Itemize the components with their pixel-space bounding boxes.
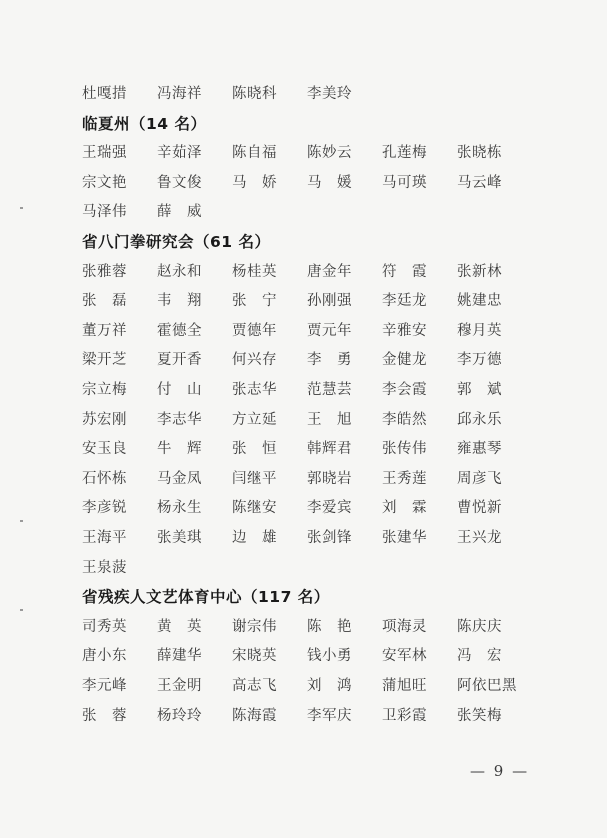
person-name: 李廷龙: [382, 293, 427, 310]
person-name: 孙刚强: [307, 293, 352, 310]
person-name: 曹悦新: [457, 500, 502, 517]
person-name: 石怀栋: [82, 470, 127, 487]
person-name: 唐小东: [82, 648, 127, 665]
person-name: 陈晓科: [232, 86, 277, 102]
person-name: 苏宏刚: [82, 411, 127, 428]
person-name: 冯海祥: [157, 86, 202, 102]
person-name: 范慧芸: [307, 382, 352, 398]
person-name: 穆月英: [457, 322, 502, 339]
person-name: 马金凤: [157, 470, 202, 487]
person-name: 赵永和: [157, 263, 202, 280]
person-name: 王秀莲: [382, 470, 427, 487]
person-name: 宗立梅: [82, 382, 127, 398]
person-name: 薛建华: [157, 648, 202, 665]
person-name: 陈妙云: [307, 145, 352, 162]
person-name: 张志华: [232, 382, 277, 398]
person-name: 贾元年: [307, 322, 352, 339]
person-name: 宋晓英: [232, 648, 277, 665]
person-name: 陈庆庆: [457, 618, 502, 635]
person-name: 杨永生: [157, 500, 202, 517]
person-name: 李会霞: [382, 382, 427, 398]
section-heading: 省残疾人文艺体育中心（117 名）: [82, 588, 330, 607]
person-name: 蒲旭旺: [382, 678, 427, 694]
person-name: 唐金年: [307, 263, 352, 280]
person-name: 陈 艳: [307, 618, 352, 635]
person-name: 李美玲: [307, 86, 352, 102]
person-name: 符 霞: [382, 263, 427, 280]
section-heading: 临夏州（14 名）: [82, 114, 207, 133]
person-name: 王泉菠: [82, 559, 127, 576]
person-name: 夏开香: [157, 352, 202, 369]
person-name: 周彦飞: [457, 470, 502, 487]
person-name: 李 勇: [307, 352, 352, 369]
person-name: 刘 霖: [382, 500, 427, 517]
person-name: 邱永乐: [457, 411, 502, 428]
person-name: 金健龙: [382, 352, 427, 369]
person-name: 杜嘎措: [82, 86, 127, 102]
person-name: 马可瑛: [382, 174, 427, 191]
person-name: 李志华: [157, 411, 202, 428]
person-name: 冯 宏: [457, 648, 502, 665]
person-name: 宗文艳: [82, 174, 127, 191]
person-name: 谢宗伟: [232, 618, 277, 635]
person-name: 马云峰: [457, 174, 502, 191]
person-name: 雍惠琴: [457, 441, 502, 458]
person-name: 张 宁: [232, 293, 277, 310]
margin-mark: [20, 520, 23, 522]
person-name: 李万德: [457, 352, 502, 369]
person-name: 姚建忠: [457, 293, 502, 310]
person-name: 贾德年: [232, 322, 277, 339]
person-name: 陈自福: [232, 145, 277, 162]
person-name: 薛 威: [157, 204, 202, 221]
person-name: 郭晓岩: [307, 470, 352, 487]
person-name: 项海灵: [382, 618, 427, 635]
person-name: 张传伟: [382, 441, 427, 458]
person-name: 马泽伟: [82, 204, 127, 221]
person-name: 马 媛: [307, 174, 352, 191]
person-name: 李军庆: [307, 707, 352, 724]
person-name: 张笑梅: [457, 707, 502, 724]
person-name: 张建华: [382, 530, 427, 546]
person-name: 韩辉君: [307, 441, 352, 458]
person-name: 高志飞: [232, 678, 277, 694]
person-name: 何兴存: [232, 352, 277, 369]
person-name: 安军林: [382, 648, 427, 665]
person-name: 张雅蓉: [82, 263, 127, 280]
person-name: 闫继平: [232, 470, 277, 487]
person-name: 张美琪: [157, 530, 202, 546]
person-name: 卫彩霞: [382, 707, 427, 724]
person-name: 李元峰: [82, 678, 127, 694]
person-name: 付 山: [157, 382, 202, 398]
person-name: 王海平: [82, 530, 127, 546]
person-name: 钱小勇: [307, 648, 352, 665]
person-name: 阿依巴黑: [457, 678, 517, 694]
person-name: 张晓栋: [457, 145, 502, 162]
person-name: 安玉良: [82, 441, 127, 458]
person-name: 梁开芝: [82, 352, 127, 369]
person-name: 杨玲玲: [157, 707, 202, 724]
page-number: — 9 —: [470, 762, 530, 780]
person-name: 王瑞强: [82, 145, 127, 162]
person-name: 王 旭: [307, 411, 352, 428]
person-name: 霍德全: [157, 322, 202, 339]
person-name: 张新林: [457, 263, 502, 280]
section-heading: 省八门拳研究会（61 名）: [82, 233, 271, 251]
margin-mark: [20, 207, 23, 209]
person-name: 李皓然: [382, 411, 427, 428]
person-name: 方立延: [232, 411, 277, 428]
person-name: 陈继安: [232, 500, 277, 517]
person-name: 李爱宾: [307, 500, 352, 517]
person-name: 王金明: [157, 678, 202, 694]
person-name: 王兴龙: [457, 530, 502, 546]
person-name: 郭 斌: [457, 382, 502, 398]
person-name: 黄 英: [157, 618, 202, 635]
person-name: 辛茹泽: [157, 145, 202, 162]
person-name: 张 恒: [232, 441, 277, 458]
person-name: 董万祥: [82, 322, 127, 339]
margin-mark: [20, 609, 23, 611]
person-name: 韦 翔: [157, 293, 202, 310]
person-name: 张 磊: [82, 293, 127, 310]
person-name: 孔莲梅: [382, 145, 427, 162]
person-name: 陈海霞: [232, 707, 277, 724]
person-name: 马 娇: [232, 174, 277, 191]
person-name: 张 蓉: [82, 707, 127, 724]
person-name: 牛 辉: [157, 441, 202, 458]
person-name: 辛雅安: [382, 322, 427, 339]
person-name: 司秀英: [82, 618, 127, 635]
person-name: 张剑锋: [307, 530, 352, 546]
person-name: 刘 鸿: [307, 678, 352, 694]
person-name: 鲁文俊: [157, 174, 202, 191]
person-name: 李彦锐: [82, 500, 127, 517]
person-name: 杨桂英: [232, 263, 277, 280]
person-name: 边 雄: [232, 530, 277, 546]
